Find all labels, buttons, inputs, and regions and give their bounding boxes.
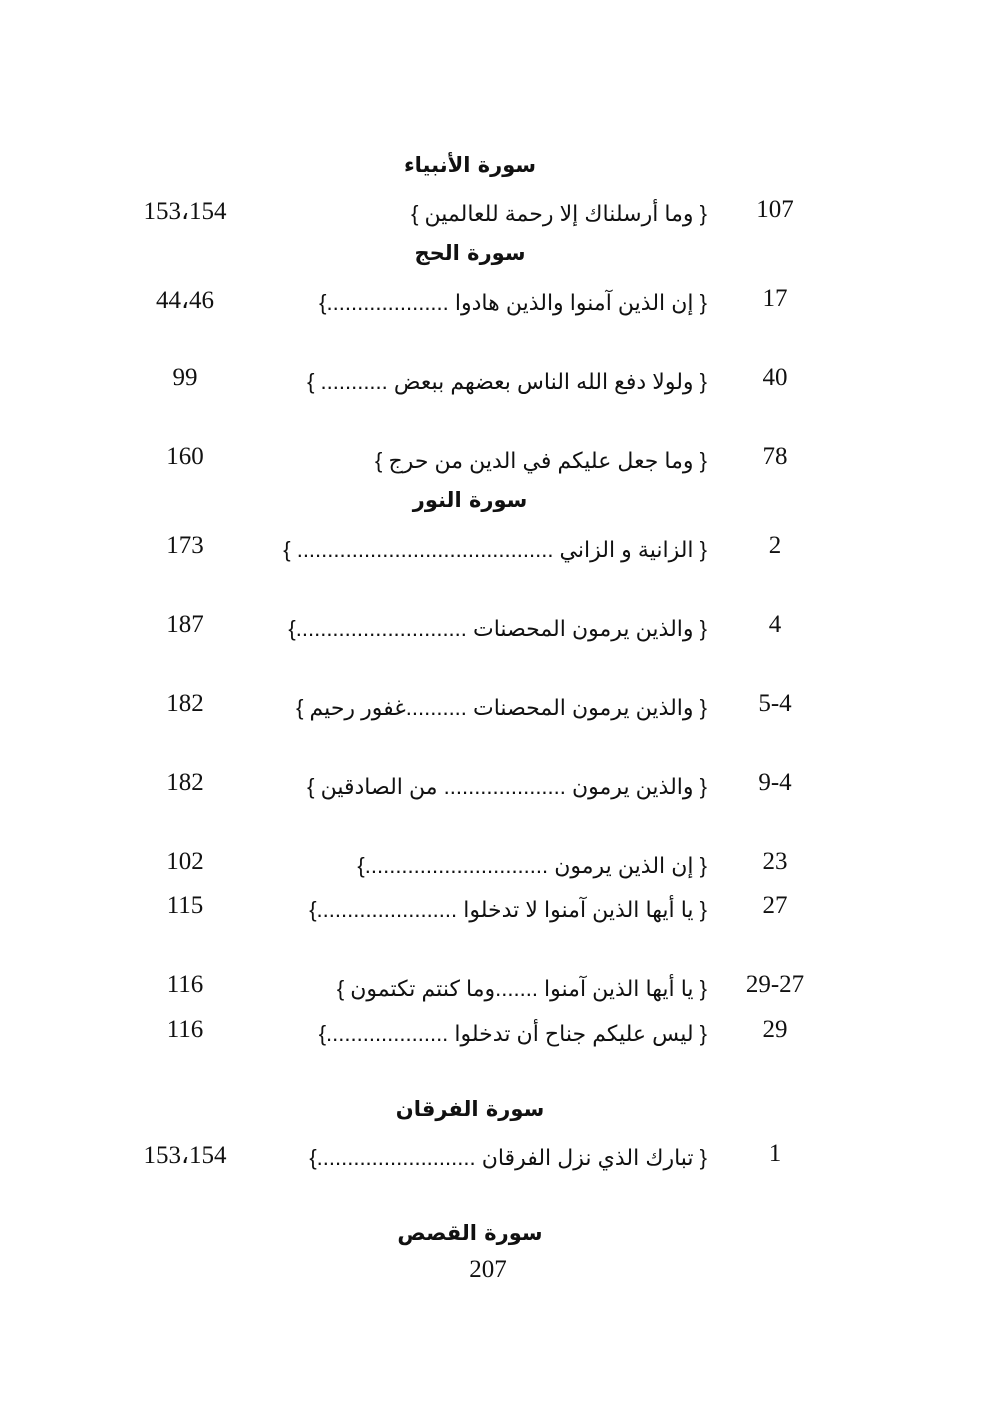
verse-number: 1 [768, 1140, 782, 1167]
page-reference: 115 [166, 892, 204, 919]
verse-number: 9-4 [758, 769, 792, 796]
verse-number: 29-27 [745, 971, 805, 998]
section-heading-anbiya: سورة الأنبياء [403, 153, 537, 177]
section-heading-nur: سورة النور [412, 488, 528, 512]
verse-text: { الزانية و الزاني .......................................... } [283, 537, 707, 562]
verse-text: { تبارك الذي نزل الفرقان ..........................} [309, 1145, 707, 1170]
page-number: 207 [469, 1256, 507, 1283]
verse-text: { يا أيها الذين آمنوا .......وما كنتم تكتمون } [336, 976, 707, 1001]
verse-text: { يا أيها الذين آمنوا لا تدخلوا .......................} [309, 897, 707, 922]
verse-number: 40 [762, 364, 788, 391]
page-reference: 160 [166, 443, 204, 470]
verse-number: 5-4 [758, 690, 792, 717]
page-reference: 116 [166, 1016, 204, 1043]
page-reference: 182 [166, 769, 204, 796]
page-reference: 99 [172, 364, 198, 391]
verse-number: 23 [762, 848, 788, 875]
verse-number: 27 [762, 892, 788, 919]
page-reference: 182 [166, 690, 204, 717]
verse-number: 78 [762, 443, 788, 470]
verse-text: { والذين يرمون المحصنات ............................} [288, 616, 707, 641]
section-heading-furqan: سورة الفرقان [395, 1097, 545, 1121]
page-reference: 153،154 [143, 198, 227, 225]
verse-text: { ولولا دفع الله الناس بعضهم ببعض ........... } [307, 369, 707, 394]
verse-text: { إن الذين يرمون ..............................} [357, 853, 707, 878]
verse-text: { وما أرسلناك إلا رحمة للعالمين } [411, 201, 707, 226]
verse-text: { والذين يرمون .................... من الصادقين } [307, 774, 707, 799]
page-reference: 44،46 [155, 287, 215, 314]
verse-number: 2 [768, 532, 782, 559]
verse-number: 29 [762, 1016, 788, 1043]
section-heading-qasas: سورة القصص [397, 1221, 543, 1245]
page-reference: 116 [166, 971, 204, 998]
page-reference: 102 [166, 848, 204, 875]
page-reference: 173 [166, 532, 204, 559]
verse-text: { والذين يرمون المحصنات ..........غفور رحيم } [296, 695, 707, 720]
verse-text: { وما جعل عليكم في الدين من حرج } [375, 448, 707, 473]
verse-text: { إن الذين آمنوا والذين هادوا ....................} [319, 290, 707, 315]
section-heading-hajj: سورة الحج [414, 241, 526, 265]
verse-number: 17 [762, 285, 788, 312]
verse-number: 4 [768, 611, 782, 638]
verse-text: { ليس عليكم جناح أن تدخلوا ....................} [318, 1021, 707, 1046]
page-reference: 153،154 [143, 1142, 227, 1169]
verse-number: 107 [756, 196, 794, 223]
page-reference: 187 [166, 611, 204, 638]
